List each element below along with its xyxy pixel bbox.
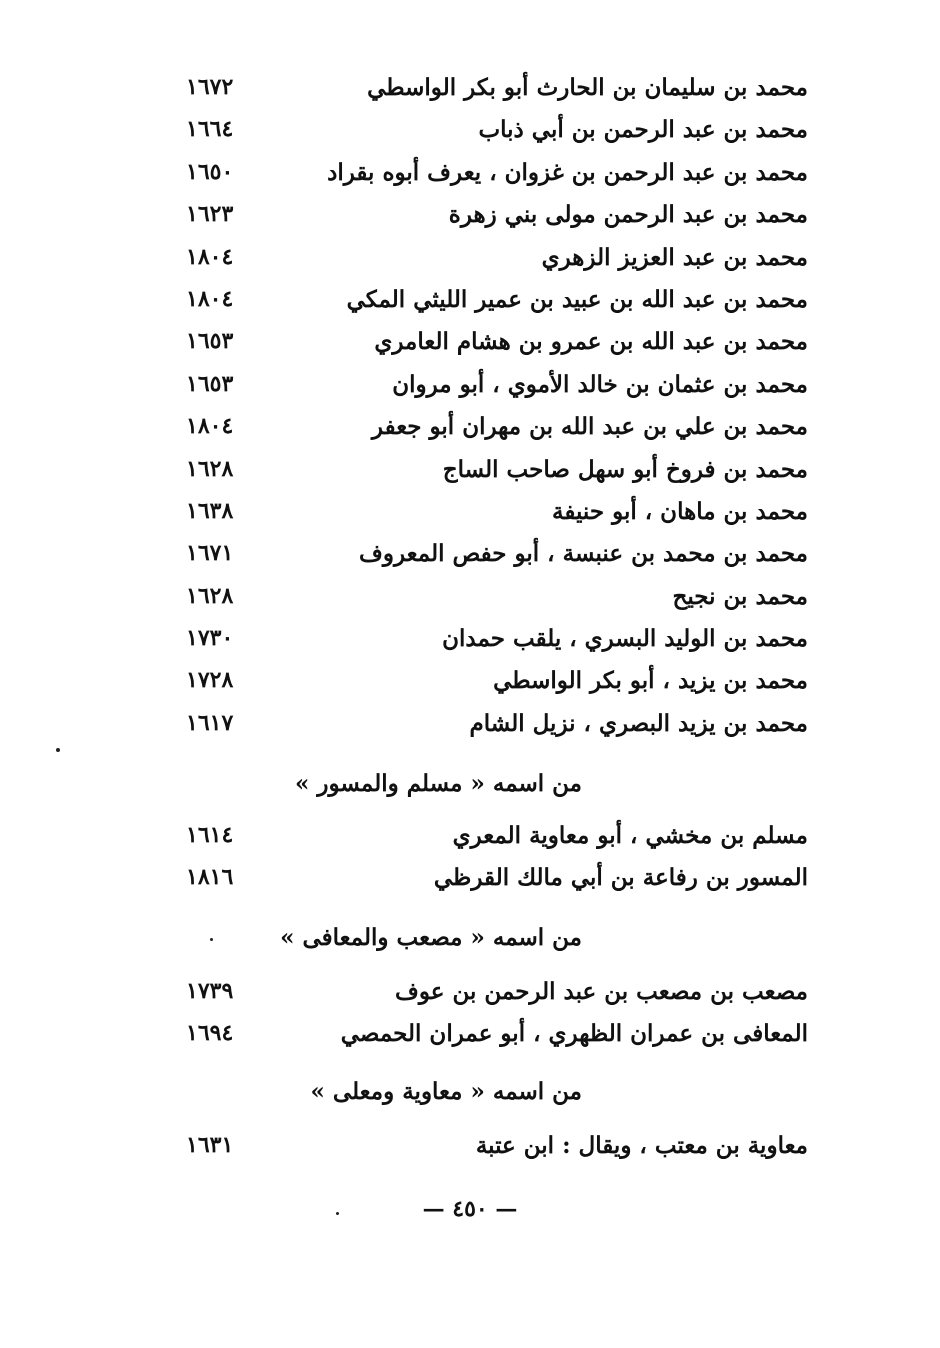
entry-number: ١٨١٦ (186, 864, 234, 891)
section-heading: من اسمه « مصعب والمعافى » (280, 924, 582, 951)
entry-number: ١٦٥٣ (186, 370, 234, 397)
entry-number: ١٨٠٤ (186, 243, 234, 270)
section-heading: من اسمه « مسلم والمسور » (295, 770, 582, 797)
page-footer (0, 1196, 940, 1222)
entry-name: محمد بن عبد الرحمن مولى بني زهرة (448, 201, 808, 229)
section-heading: من اسمه « معاوية ومعلى » (310, 1078, 582, 1105)
list-item (0, 197, 940, 239)
entry-number: ١٦٩٤ (186, 1020, 234, 1047)
entry-name: محمد بن عبد الرحمن بن غزوان ، يعرف أبوه بقراد (327, 158, 808, 186)
list-item (0, 818, 940, 860)
list-item (0, 494, 940, 536)
list-item (0, 706, 940, 748)
entry-number: ١٧٣٩ (186, 978, 234, 1004)
entry-number: ١٦٢٨ (186, 455, 234, 482)
entry-name: محمد بن الوليد البسري ، يلقب حمدان (442, 625, 808, 653)
scan-speck (336, 1212, 339, 1215)
entry-number: ١٨٠٤ (186, 285, 234, 312)
entry-name: محمد بن عبد العزيز الزهري (541, 243, 808, 271)
entry-name: محمد بن محمد بن عنبسة ، أبو حفص المعروف (359, 540, 808, 568)
list-item (0, 1128, 940, 1170)
list-item (0, 860, 940, 902)
entry-name: محمد بن ماهان ، أبو حنيفة (552, 497, 808, 525)
entry-number: ١٦٧٢ (186, 74, 234, 100)
entry-number: ١٦٥٣ (186, 328, 234, 355)
entry-name: محمد بن عبد الرحمن بن أبي ذباب (478, 116, 808, 144)
list-item (0, 324, 940, 366)
list-item (0, 70, 940, 112)
list-item (0, 240, 940, 282)
page-number: — ٤٥٠ — (422, 1196, 518, 1222)
list-item (0, 536, 940, 578)
entry-name: محمد بن سليمان بن الحارث أبو بكر الواسطي (367, 74, 808, 101)
entry-number: ١٧٣٠ (186, 625, 234, 652)
entry-number: ١٦٦٤ (186, 116, 234, 143)
entry-list (0, 70, 940, 748)
section-musab-muafa-entries (0, 974, 940, 1059)
list-item (0, 367, 940, 409)
entry-number: ١٦٥٠ (186, 158, 234, 185)
entry-number: ١٦١٤ (186, 822, 234, 848)
scan-speck (56, 748, 60, 752)
entry-name: محمد بن عبد الله بن عمرو بن هشام العامري (374, 328, 808, 356)
entry-number: ١٦٢٣ (186, 201, 234, 228)
list-item (0, 579, 940, 621)
list-item (0, 282, 940, 324)
entry-name: المسور بن رفاعة بن أبي مالك القرظي (433, 864, 808, 892)
entry-number: ١٦٢٨ (186, 582, 234, 609)
list-item (0, 112, 940, 154)
entry-name: مصعب بن مصعب بن عبد الرحمن بن عوف (395, 978, 808, 1005)
entry-name: مسلم بن مخشي ، أبو معاوية المعري (452, 822, 808, 849)
entry-number: ١٧٢٨ (186, 667, 234, 694)
entry-name: محمد بن نجيح (672, 582, 808, 610)
entry-name: محمد بن يزيد ، أبو بكر الواسطي (493, 667, 808, 695)
entry-number: ١٦٧١ (186, 540, 234, 567)
scan-speck (210, 938, 213, 941)
entry-number: ١٦١٧ (186, 709, 234, 736)
list-item (0, 452, 940, 494)
entry-number: ١٦٣٨ (186, 497, 234, 524)
section-muslim-miswar-entries (0, 818, 940, 903)
list-item (0, 409, 940, 451)
entry-name: محمد بن فروخ أبو سهل صاحب الساج (442, 455, 808, 483)
entry-number: ١٦٣١ (186, 1132, 234, 1158)
entry-name: محمد بن علي بن عبد الله بن مهران أبو جعفر (371, 413, 808, 441)
entry-name: معاوية بن معتب ، ويقال : ابن عتبة (475, 1132, 808, 1159)
entry-name: المعافى بن عمران الظهري ، أبو عمران الحمصي (340, 1020, 808, 1048)
list-item (0, 663, 940, 705)
list-item (0, 155, 940, 197)
list-item (0, 1016, 940, 1058)
list-item (0, 621, 940, 663)
entry-number: ١٨٠٤ (186, 413, 234, 440)
entry-name: محمد بن عثمان بن خالد الأموي ، أبو مروان (392, 370, 808, 398)
entry-name: محمد بن يزيد البصري ، نزيل الشام (469, 709, 808, 737)
list-item (0, 974, 940, 1016)
section-muawiya-mualla-entries (0, 1128, 940, 1170)
entry-name: محمد بن عبد الله بن عبيد بن عمير الليثي المكي (346, 285, 808, 313)
